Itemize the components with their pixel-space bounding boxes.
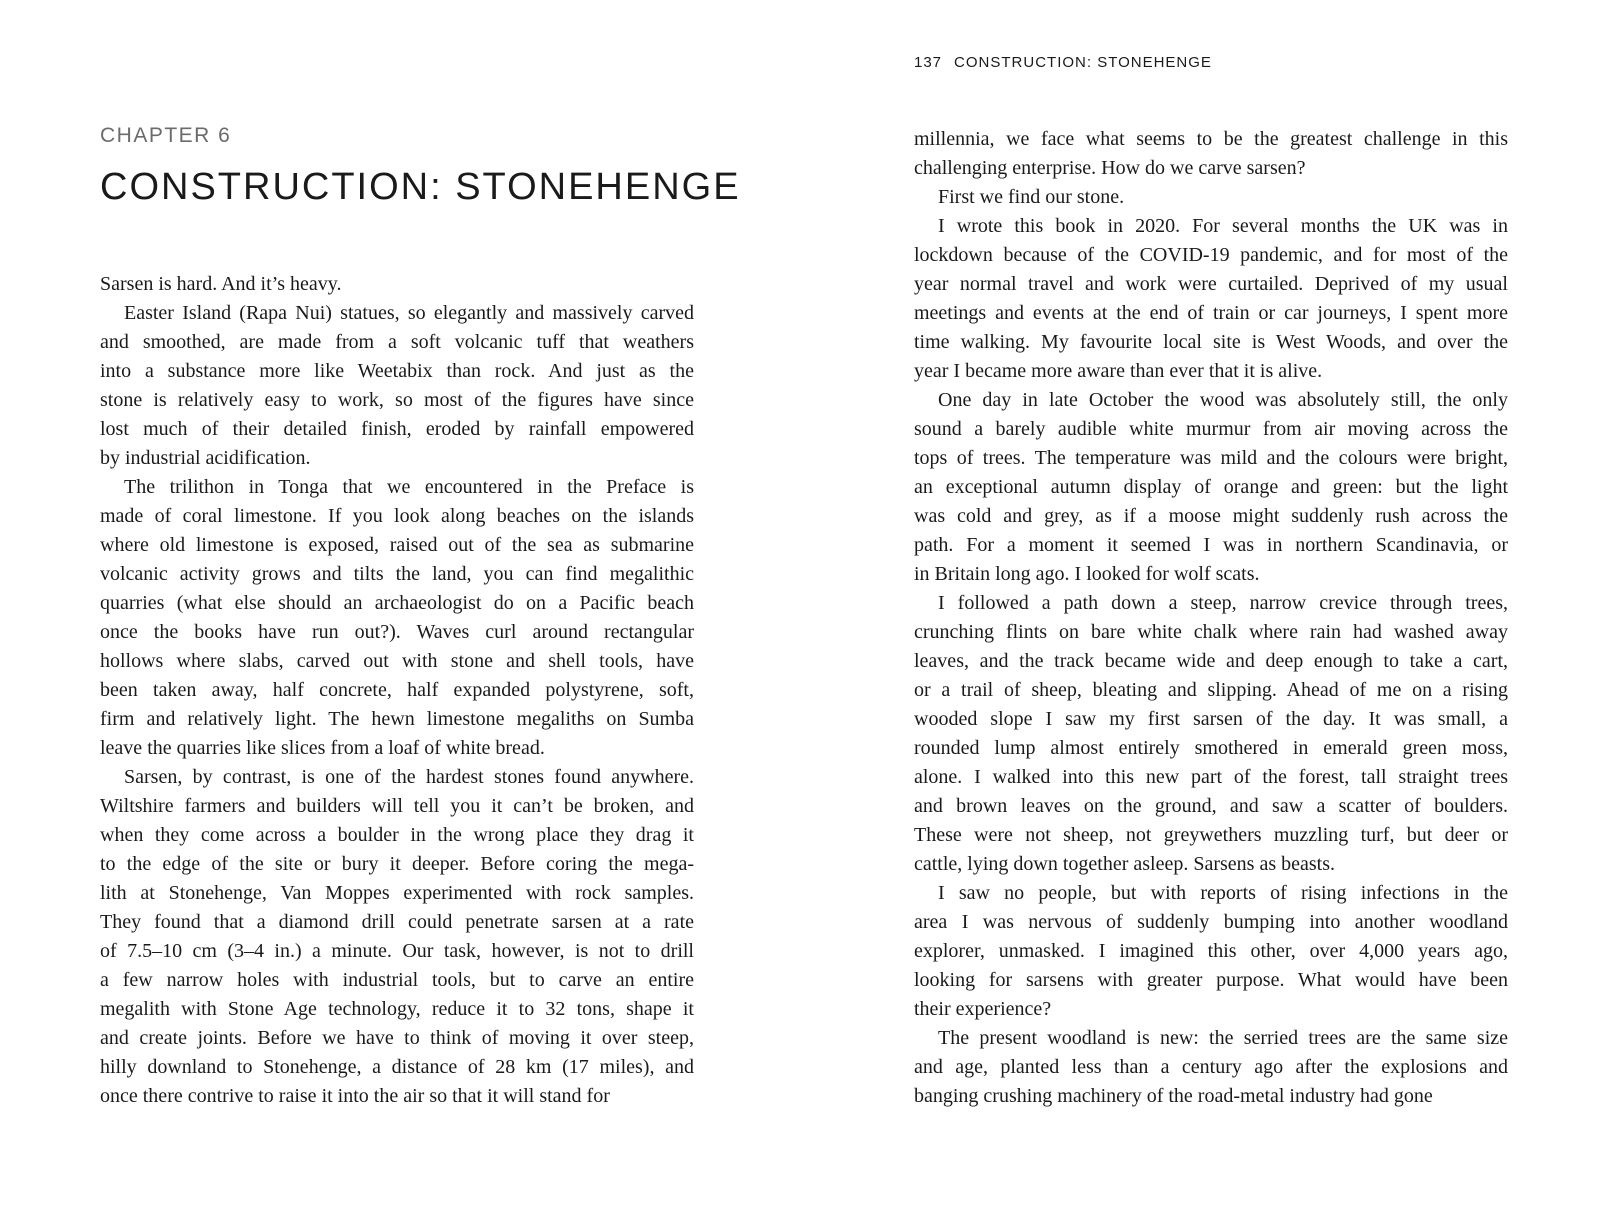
text-line: lost much of their detailed finish, eroded by rainfall empowered <box>100 418 694 440</box>
text-line: in Britain long ago. I looked for wolf scats. <box>914 563 1260 585</box>
text-line: megalith with Stone Age technology, reduce it to 32 tons, shape it <box>100 998 694 1020</box>
text-line: by industrial acidification. <box>100 447 311 469</box>
text-line: cattle, lying down together asleep. Sarsens as beasts. <box>914 853 1335 875</box>
text-line: made of coral limestone. If you look along beaches on the islands <box>100 505 694 527</box>
text-line: stone is relatively easy to work, so most of the figures have since <box>100 389 694 411</box>
text-line: volcanic activity grows and tilts the land, you can find megalithic <box>100 563 694 585</box>
text-line: to the edge of the site or bury it deeper. Before coring the mega- <box>100 853 694 875</box>
text-line: when they come across a boulder in the wrong place they drag it <box>100 824 694 846</box>
text-line: I wrote this book in 2020. For several months the UK was in <box>938 215 1508 237</box>
running-head <box>914 54 1212 71</box>
text-line: millennia, we face what seems to be the greatest challenge in this <box>914 128 1508 150</box>
text-line: an exceptional autumn display of orange and green: but the light <box>914 476 1508 498</box>
text-line: year I became more aware than ever that it is alive. <box>914 360 1323 382</box>
text-line: their experience? <box>914 998 1052 1020</box>
text-line: banging crushing machinery of the road-metal industry had gone <box>914 1085 1433 1107</box>
text-line: challenging enterprise. How do we carve sarsen? <box>914 157 1306 179</box>
text-line: area I was nervous of suddenly bumping into another woodland <box>914 911 1508 933</box>
page-number: 137 <box>914 54 943 71</box>
text-line: These were not sheep, not greywethers muzzling turf, but deer or <box>914 824 1508 846</box>
text-line: hilly downland to Stonehenge, a distance of 28 km (17 miles), and <box>100 1056 694 1078</box>
text-line: The present woodland is new: the serried trees are the same size <box>938 1027 1508 1049</box>
text-line: Sarsen is hard. And it’s heavy. <box>100 273 342 295</box>
right-page <box>914 0 1508 1224</box>
text-line: and create joints. Before we have to think of moving it over steep, <box>100 1027 694 1049</box>
text-line: year normal travel and work were curtailed. Deprived of my usual <box>914 273 1508 295</box>
text-line: alone. I walked into this new part of the forest, tall straight trees <box>914 766 1508 788</box>
text-line: crunching flints on bare white chalk where rain had washed away <box>914 621 1508 643</box>
text-line: a few narrow holes with industrial tools, but to carve an entire <box>100 969 694 991</box>
text-line: I saw no people, but with reports of rising infections in the <box>938 882 1508 904</box>
text-line: They found that a diamond drill could penetrate sarsen at a rate <box>100 911 694 933</box>
text-line: quarries (what else should an archaeologist do on a Pacific beach <box>100 592 694 614</box>
left-page <box>100 0 741 1224</box>
text-line: and age, planted less than a century ago after the explosions and <box>914 1056 1508 1078</box>
text-line: of 7.5–10 cm (3–4 in.) a minute. Our task, however, is not to drill <box>100 940 694 962</box>
text-line: wooded slope I saw my first sarsen of the day. It was small, a <box>914 708 1508 730</box>
text-line: was cold and grey, as if a moose might suddenly rush across the <box>914 505 1508 527</box>
text-line: and smoothed, are made from a soft volcanic tuff that weathers <box>100 331 694 353</box>
text-line: firm and relatively light. The hewn limestone megaliths on Sumba <box>100 708 694 730</box>
text-line: meetings and events at the end of train or car journeys, I spent more <box>914 302 1508 324</box>
text-line: leaves, and the track became wide and deep enough to take a cart, <box>914 650 1508 672</box>
text-line: tops of trees. The temperature was mild and the colours were bright, <box>914 447 1508 469</box>
text-line: path. For a moment it seemed I was in northern Scandinavia, or <box>914 534 1508 556</box>
text-line: into a substance more like Weetabix than rock. And just as the <box>100 360 694 382</box>
right-body-text <box>914 125 1508 1111</box>
text-line: or a trail of sheep, bleating and slipping. Ahead of me on a rising <box>914 679 1508 701</box>
text-line: lith at Stonehenge, Van Moppes experimented with rock samples. <box>100 882 694 904</box>
text-line: One day in late October the wood was absolutely still, the only <box>938 389 1508 411</box>
chapter-title: CONSTRUCTION: STONEHENGE <box>100 166 741 208</box>
text-line: lockdown because of the COVID-19 pandemic, and for most of the <box>914 244 1508 266</box>
text-line: and brown leaves on the ground, and saw a scatter of boulders. <box>914 795 1508 817</box>
chapter-label: CHAPTER 6 <box>100 124 232 147</box>
text-line: explorer, unmasked. I imagined this other, over 4,000 years ago, <box>914 940 1508 962</box>
text-line: Sarsen, by contrast, is one of the hardest stones found anywhere. <box>124 766 694 788</box>
text-line: time walking. My favourite local site is West Woods, and over the <box>914 331 1508 353</box>
left-body-text <box>100 270 694 1111</box>
text-line: I followed a path down a steep, narrow crevice through trees, <box>938 592 1508 614</box>
text-line: First we find our stone. <box>938 186 1125 208</box>
text-line: sound a barely audible white murmur from air moving across the <box>914 418 1508 440</box>
text-line: hollows where slabs, carved out with stone and shell tools, have <box>100 650 694 672</box>
text-line: once there contrive to raise it into the air so that it will stand for <box>100 1085 610 1107</box>
text-line: where old limestone is exposed, raised out of the sea as submarine <box>100 534 694 556</box>
text-line: Easter Island (Rapa Nui) statues, so elegantly and massively carved <box>124 302 694 324</box>
text-line: leave the quarries like slices from a loaf of white bread. <box>100 737 545 759</box>
text-line: been taken away, half concrete, half expanded polystyrene, soft, <box>100 679 694 701</box>
running-head-title: CONSTRUCTION: STONEHENGE <box>954 54 1212 71</box>
text-line: looking for sarsens with greater purpose. What would have been <box>914 969 1508 991</box>
text-line: Wiltshire farmers and builders will tell you it can’t be broken, and <box>100 795 694 817</box>
text-line: once the books have run out?). Waves curl around rectangular <box>100 621 694 643</box>
text-line: rounded lump almost entirely smothered in emerald green moss, <box>914 737 1508 759</box>
text-line: The trilithon in Tonga that we encountered in the Preface is <box>124 476 694 498</box>
